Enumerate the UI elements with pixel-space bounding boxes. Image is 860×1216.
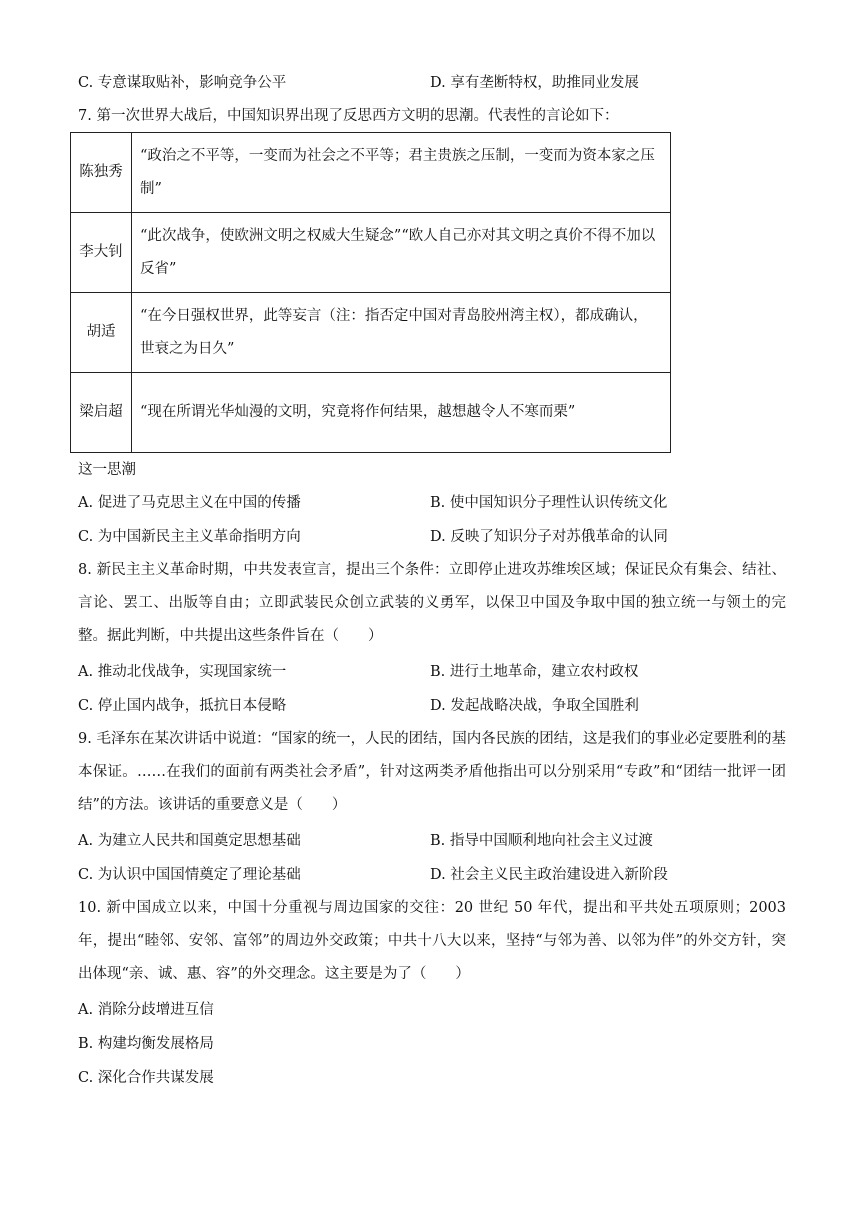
q10-option-c: C. 深化合作共谋发展	[78, 1070, 214, 1086]
q10-option-a: A. 消除分歧增进互信	[78, 1002, 214, 1018]
q8-stem: 8. 新民主主义革命时期，中共发表宣言，提出三个条件：立即停止进攻苏维埃区域；保证民众有集会、结社、言论、罢工、出版等自由；立即武装民众创立武装的义勇军，以保卫中国及争取中国的独立统一与领土的完整。据此判断，中共提出这些条件旨在（ ）	[78, 562, 786, 644]
table-row	[71, 293, 671, 373]
q9-stem: 9. 毛泽东在某次讲话中说道：“国家的统一，人民的团结，国内各民族的团结，这是我们的事业必定要胜利的基本保证。……在我们的面前有两类社会矛盾”，针对这两类矛盾他指出可以分别采用“专政”和“团结一批评一团结”的方法。该讲话的重要意义是（ ）	[78, 731, 786, 813]
q7-stem: 7. 第一次世界大战后，中国知识界出现了反思西方文明的思潮。代表性的言论如下：	[78, 108, 619, 124]
q7-option-c: C. 为中国新民主主义革命指明方向	[78, 529, 301, 545]
speaker-cell: 李大钊	[71, 213, 132, 293]
q7-option-d: D. 反映了知识分子对苏俄革命的认同	[430, 529, 668, 545]
q9-option-c: C. 为认识中国国情奠定了理论基础	[78, 867, 301, 883]
q8-option-a: A. 推动北伐战争，实现国家统一	[78, 664, 287, 680]
q9-option-d: D. 社会主义民主政治建设进入新阶段	[430, 867, 668, 883]
table-row	[71, 133, 671, 213]
table-row	[71, 373, 671, 453]
q7-option-a: A. 促进了马克思主义在中国的传播	[78, 495, 301, 511]
q8-option-d: D. 发起战略决战，争取全国胜利	[430, 698, 639, 714]
q7-quote-table	[70, 132, 671, 453]
q9-option-b: B. 指导中国顺利地向社会主义过渡	[430, 833, 653, 849]
q6-option-d: D. 享有垄断特权，助推同业发展	[430, 75, 639, 91]
q8-option-b: B. 进行土地革命，建立农村政权	[430, 664, 639, 680]
quote-cell: “此次战争，使欧洲文明之权威大生疑念”“欧人自己亦对其文明之真价不得不加以反省”	[132, 213, 671, 293]
speaker-cell: 梁启超	[71, 373, 132, 453]
quote-cell: “政治之不平等，一变而为社会之不平等；君主贵族之压制，一变而为资本家之压制”	[132, 133, 671, 213]
speaker-cell: 胡适	[71, 293, 132, 373]
q10-option-b: B. 构建均衡发展格局	[78, 1036, 214, 1052]
q10-stem: 10. 新中国成立以来，中国十分重视与周边国家的交往：20 世纪 50 年代，提出和平共处五项原则；2003 年，提出“睦邻、安邻、富邻”的周边外交政策；中共十八大以来，坚持“与邻为善、以邻为伴”的外交方针，突出体现“亲、诚、惠、容”的外交理念。这主要是为了（ ）	[78, 900, 786, 982]
q8-option-c: C. 停止国内战争，抵抗日本侵略	[78, 698, 287, 714]
speaker-cell: 陈独秀	[71, 133, 132, 213]
table-row	[71, 213, 671, 293]
quote-cell: “在今日强权世界，此等妄言（注：指否定中国对青岛胶州湾主权），都成确认，世衰之为日久”	[132, 293, 671, 373]
q9-option-a: A. 为建立人民共和国奠定思想基础	[78, 833, 301, 849]
quote-cell: “现在所谓光华灿漫的文明，究竟将作何结果，越想越令人不寒而栗”	[132, 373, 671, 453]
q7-option-b: B. 使中国知识分子理性认识传统文化	[430, 495, 668, 511]
q7-tail: 这一思潮	[78, 462, 136, 478]
q6-option-c: C. 专意谋取贴补，影响竞争公平	[78, 75, 287, 91]
